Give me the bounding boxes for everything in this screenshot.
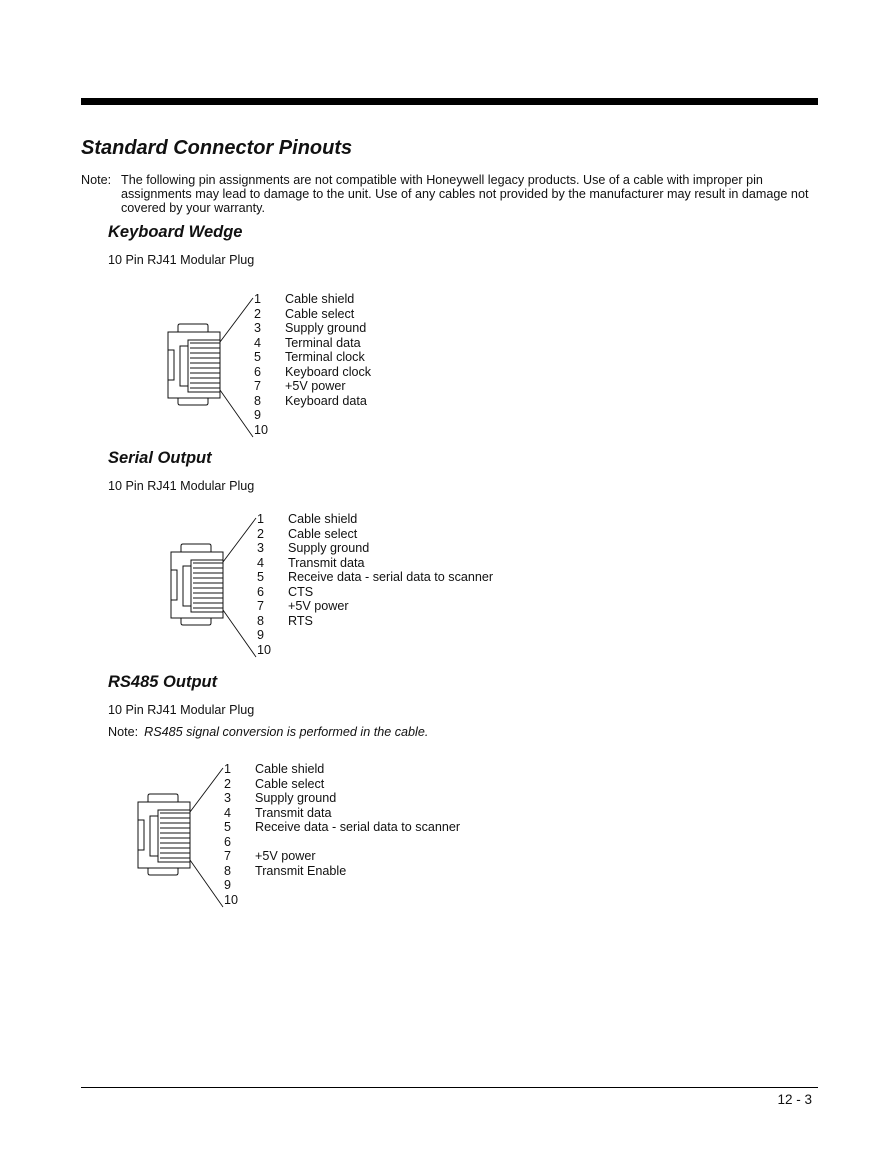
pin-row <box>224 835 460 850</box>
pin-number: 3 <box>224 791 232 805</box>
pin-number: 7 <box>224 849 232 863</box>
pin-row <box>254 292 371 307</box>
pin-number: 9 <box>254 408 262 422</box>
plug-notch <box>171 570 177 600</box>
pin-number: 7 <box>257 599 265 613</box>
rs485-note-text: RS485 signal conversion is performed in the cable. <box>144 725 429 739</box>
pin-row <box>224 762 460 777</box>
pin-name: Supply ground <box>288 541 370 555</box>
pin-row <box>254 350 371 365</box>
pin-name: RTS <box>288 613 313 628</box>
pin-row <box>257 556 493 571</box>
rj41-connector-diagram-rs485-output <box>130 760 230 910</box>
pin-number: 2 <box>254 306 262 321</box>
plug-type-serial-output: 10 Pin RJ41 Modular Plug <box>108 479 255 493</box>
pin-row <box>224 806 460 821</box>
pin-row <box>257 614 493 629</box>
pin-name: Keyboard data <box>285 393 367 408</box>
pin-row <box>224 878 460 893</box>
pin-number: 6 <box>254 364 262 379</box>
pin-number: 7 <box>254 379 262 393</box>
pin-name: CTS <box>288 584 314 599</box>
pin-number: 4 <box>224 805 232 820</box>
pin-number: 5 <box>257 570 265 584</box>
pin-row <box>224 893 460 908</box>
contact-side <box>183 566 191 606</box>
plug-bottom-tab <box>148 868 178 875</box>
pin-name: +5V power <box>285 379 346 393</box>
pin-number: 8 <box>254 393 262 408</box>
pin-row <box>254 321 371 336</box>
pin-row <box>224 820 460 835</box>
leader-line-pin-1 <box>223 518 256 562</box>
page-title: Standard Connector Pinouts <box>81 137 353 159</box>
rj41-connector-diagram-keyboard-wedge <box>160 290 260 440</box>
pin-number: 1 <box>257 512 265 526</box>
top-rule <box>81 98 818 105</box>
pin-row <box>254 365 371 380</box>
warning-note <box>81 173 821 215</box>
pin-name: Cable shield <box>285 292 355 306</box>
pin-list-keyboard-wedge <box>254 292 371 437</box>
rj41-connector-diagram-serial-output <box>163 510 263 660</box>
pin-name: Supply ground <box>255 791 337 805</box>
pin-number: 9 <box>257 628 265 642</box>
note-label: Note: <box>81 173 112 187</box>
plug-top-tab <box>181 544 211 552</box>
pin-name: Cable select <box>255 776 325 791</box>
pin-number: 4 <box>257 555 265 570</box>
rs485-note-label: Note: <box>108 725 139 739</box>
pin-row <box>224 849 460 864</box>
pin-list-rs485-output <box>224 762 460 907</box>
plug-notch <box>138 820 144 850</box>
rs485-note <box>108 725 428 739</box>
note-text: The following pin assignments are not compatible with Honeywell legacy products. Use of a cable with improper pin assignments may lead to damage to the unit. Use of any cables not provided by the manufacturer may result in damage not covered by your warranty. <box>121 173 809 215</box>
pin-number: 10 <box>257 642 272 657</box>
pin-row <box>254 423 371 438</box>
pin-number: 9 <box>224 878 232 892</box>
pin-name: Cable shield <box>288 512 358 526</box>
pin-name: Transmit data <box>288 555 365 570</box>
pin-number: 3 <box>257 541 265 555</box>
pin-row <box>257 570 493 585</box>
pin-number: 8 <box>224 863 232 878</box>
pin-name: Terminal data <box>285 335 361 350</box>
pin-number: 6 <box>257 584 265 599</box>
pin-number: 2 <box>257 526 265 541</box>
pin-row <box>257 512 493 527</box>
leader-line-pin-10 <box>223 610 256 657</box>
plug-top-tab <box>178 324 208 332</box>
pin-row <box>257 541 493 556</box>
pin-name: Transmit data <box>255 805 332 820</box>
pin-row <box>254 408 371 423</box>
leader-line-pin-10 <box>220 390 253 437</box>
pin-name: Supply ground <box>285 321 367 335</box>
footer-rule <box>81 1087 818 1088</box>
pin-row <box>254 336 371 351</box>
pin-number: 8 <box>257 613 265 628</box>
section-heading-serial-output: Serial Output <box>108 449 212 467</box>
contact-side <box>180 346 188 386</box>
page-number: 12 - 3 <box>777 1092 812 1107</box>
pin-row <box>254 379 371 394</box>
pin-name: Keyboard clock <box>285 364 372 379</box>
plug-bottom-tab <box>178 398 208 405</box>
plug-type-rs485-output: 10 Pin RJ41 Modular Plug <box>108 703 255 717</box>
plug-notch <box>168 350 174 380</box>
pin-name: Transmit Enable <box>255 863 347 878</box>
plug-type-keyboard-wedge: 10 Pin RJ41 Modular Plug <box>108 253 255 267</box>
section-heading-keyboard-wedge: Keyboard Wedge <box>108 223 243 241</box>
pin-number: 3 <box>254 321 262 335</box>
pin-row <box>257 643 493 658</box>
pin-list-serial-output <box>257 512 493 657</box>
pin-row <box>257 585 493 600</box>
leader-line-pin-1 <box>220 298 253 342</box>
contact-side <box>150 816 158 856</box>
pin-row <box>224 777 460 792</box>
pin-number: 10 <box>254 422 269 437</box>
pin-row <box>224 864 460 879</box>
pin-number: 6 <box>224 834 232 849</box>
pin-row <box>257 628 493 643</box>
plug-bottom-tab <box>181 618 211 625</box>
pin-name: +5V power <box>255 849 316 863</box>
pin-name: Cable select <box>288 526 358 541</box>
pin-name: Cable shield <box>255 762 325 776</box>
section-heading-rs485-output: RS485 Output <box>108 673 218 691</box>
pin-row <box>254 307 371 322</box>
pin-row <box>257 527 493 542</box>
pin-name: Receive data - serial data to scanner <box>288 570 494 584</box>
pin-number: 2 <box>224 776 232 791</box>
pin-name: +5V power <box>288 599 349 613</box>
pin-number: 5 <box>224 820 232 834</box>
pin-row <box>224 791 460 806</box>
pin-number: 5 <box>254 350 262 364</box>
pin-number: 1 <box>254 292 262 306</box>
pin-row <box>254 394 371 409</box>
plug-top-tab <box>148 794 178 802</box>
leader-line-pin-10 <box>190 860 223 907</box>
pin-number: 1 <box>224 762 232 776</box>
pin-name: Terminal clock <box>285 350 365 364</box>
pin-number: 4 <box>254 335 262 350</box>
leader-line-pin-1 <box>190 768 223 812</box>
pin-name: Receive data - serial data to scanner <box>255 820 461 834</box>
pin-row <box>257 599 493 614</box>
pin-name: Cable select <box>285 306 355 321</box>
pin-number: 10 <box>224 892 239 907</box>
